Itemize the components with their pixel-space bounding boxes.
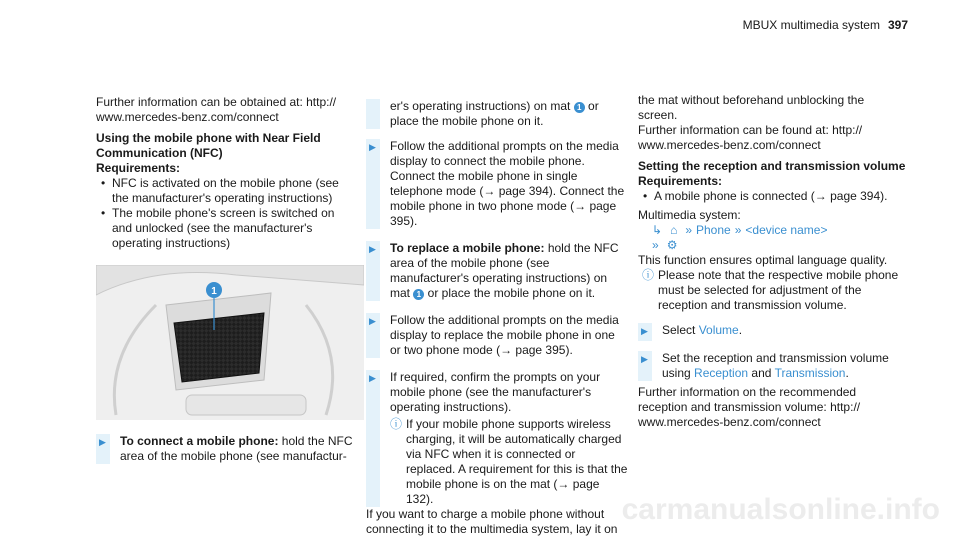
step-arrow-icon <box>366 241 380 301</box>
section-heading: Setting the reception and transmission volume <box>638 159 906 173</box>
chevron-right-icon: » <box>734 223 742 237</box>
nfc-mat-illustration <box>96 265 364 420</box>
requirements-list <box>96 176 354 251</box>
home-icon: ⌂ <box>670 223 678 237</box>
section-heading: Using the mobile phone with Near Field Communication (NFC) <box>96 131 321 160</box>
step-text: If required, confirm the prompts on your mobile phone (see the manufacturer's operating instructions). <box>390 370 601 414</box>
intro-text: Further information can be obtained at: http:// www.mercedes-benz.com/connect <box>96 95 337 124</box>
step-bar <box>366 99 380 129</box>
info-text: Further information can be found at: http:// www.mercedes-benz.com/connect <box>638 123 863 152</box>
step-arrow-icon <box>366 370 380 507</box>
step-title: To replace a mobile phone: <box>390 241 545 255</box>
text: or place the mobile phone on it. <box>390 99 599 128</box>
text: Select <box>662 323 699 337</box>
nfc-mat-photo <box>96 265 364 420</box>
note-text: Please note that the respective mobile phone must be selected for adjustment of the reception and transmission volume. <box>658 268 899 312</box>
column-3 <box>638 93 906 430</box>
callout-1-icon: 1 <box>574 102 585 113</box>
multimedia-label: Multimedia system: <box>638 208 741 222</box>
continued-text: the mat without beforehand unblocking the screen. <box>638 93 865 122</box>
text: . <box>738 323 743 337</box>
chevron-right-icon: » <box>652 238 659 252</box>
step-arrow-icon <box>638 323 652 341</box>
step-confirm <box>366 370 628 507</box>
requirements-label: Requirements: <box>96 161 181 175</box>
step-follow-prompts <box>366 139 628 229</box>
menu-path <box>638 223 906 238</box>
wireless-note <box>390 417 628 507</box>
note-text: If your mobile phone supports wireless charging, it will be automatically charged via NFC when it is connected or replaced. A requirement for this is that the mobile phone is on the mat (→ page 132). <box>406 417 628 506</box>
page-number: 397 <box>887 18 908 32</box>
gear-icon: ⚙ <box>666 238 678 252</box>
adjust-note <box>642 268 906 313</box>
reception-option: Reception <box>694 366 749 380</box>
transmission-option: Transmission <box>774 366 846 380</box>
step-arrow-icon <box>366 139 380 229</box>
corner-arrow-icon: ↳ <box>652 223 663 237</box>
watermark: carmanualsonline.info <box>621 493 940 526</box>
text: er's operating instructions) on mat <box>390 99 574 113</box>
text: Set the reception and transmission volume using <box>662 351 889 380</box>
footer-text: Further information on the recommended reception and transmission volume: http:// www.mercedes-benz.com/connect <box>638 385 861 429</box>
info-icon: ⓘ <box>642 268 655 282</box>
continued-step <box>366 99 628 129</box>
step-arrow-icon <box>366 313 380 358</box>
header-title: MBUX multimedia system <box>742 18 880 32</box>
volume-option: Volume <box>698 323 739 337</box>
tail-text: If you want to charge a mobile phone without connecting it to the multimedia system, lay it on <box>366 507 618 536</box>
path-phone: Phone <box>696 223 731 237</box>
requirements-label: Requirements: <box>638 174 723 188</box>
column-2 <box>366 99 628 537</box>
step-arrow-icon <box>96 434 110 464</box>
chevron-right-icon: » <box>685 223 692 237</box>
step-title: To connect a mobile phone: <box>120 434 279 448</box>
step-arrow-icon <box>638 351 652 381</box>
step-set-volume <box>638 351 906 381</box>
step-text: Follow the additional prompts on the media display to replace the mobile phone in one or two phone mode (→ page 395). <box>390 313 619 357</box>
path-device: <device name> <box>745 223 828 237</box>
list-item: • A mobile phone is connected (→ page 394). <box>638 189 906 204</box>
page-header <box>743 18 908 33</box>
step-select-volume <box>638 323 906 341</box>
list-item: • The mobile phone's screen is switched on and unlocked (see the manufacturer's operating instructions) <box>96 206 354 251</box>
callout-1: 1 <box>211 286 217 297</box>
list-item: • NFC is activated on the mobile phone (see the manufacturer's operating instructions) <box>96 176 354 206</box>
step-text: Follow the additional prompts on the media display to connect the mobile phone. Connect the mobile phone in single telephone mode (→ page 394). Connect the mobile phone in two phone mode (→ page 395). <box>390 139 625 228</box>
requirements-list <box>638 189 906 204</box>
text: . <box>845 366 849 380</box>
text: or place the mobile phone on it. <box>424 286 596 300</box>
column-1 <box>96 95 354 464</box>
step-connect <box>96 434 354 464</box>
menu-path-2 <box>638 238 906 253</box>
function-text: This function ensures optimal language quality. <box>638 253 888 267</box>
step-follow-replace <box>366 313 628 358</box>
text: and <box>748 366 775 380</box>
text: hold the NFC area of the mobile phone (see manufacturer's operating instructions) on mat <box>390 241 619 300</box>
info-icon: ⓘ <box>390 417 403 431</box>
callout-1-icon: 1 <box>413 289 424 300</box>
step-replace <box>366 241 628 301</box>
step-text: hold the NFC area of the mobile phone (see manufactur- <box>120 434 353 463</box>
